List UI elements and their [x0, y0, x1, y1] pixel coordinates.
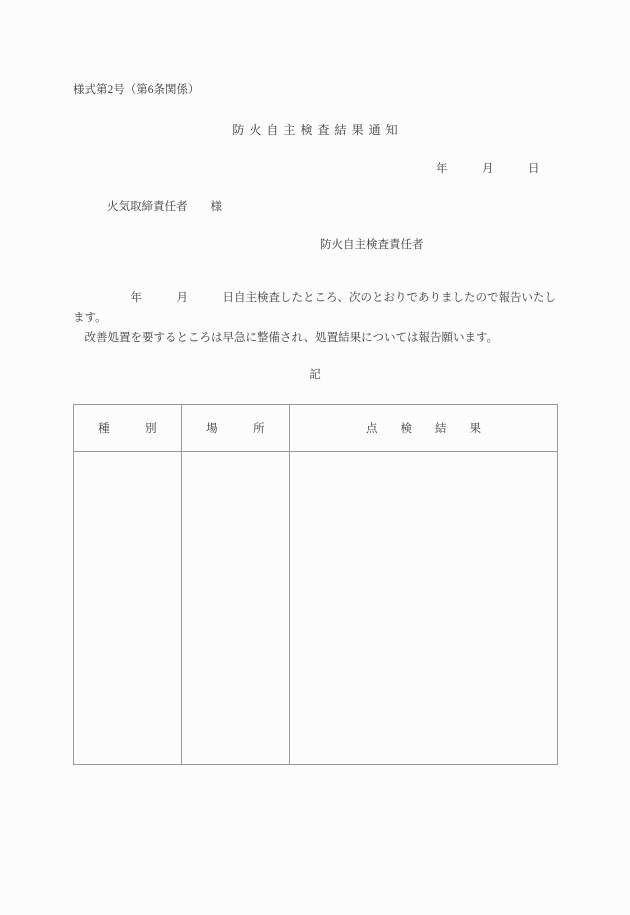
table-row [74, 452, 558, 765]
addressee-line: 火気取締責任者 様 [107, 201, 222, 213]
date-line: 年 月 日 [436, 163, 540, 175]
body-paragraph-2: 改善処置を要するところは早急に整備され、処置結果については報告願います。 [73, 331, 499, 344]
column-header-result: 点 検 結 果 [290, 405, 558, 452]
column-header-place: 場 所 [182, 405, 290, 452]
body-paragraph-1: 年 月 日自主検査したところ、次のとおりでありましたので報告いたします。 [73, 292, 556, 324]
ki-mark: 記 [309, 369, 321, 381]
signer-line: 防火自主検査責任者 [320, 239, 424, 251]
table-header-row [74, 405, 558, 452]
column-header-type: 種 別 [74, 405, 182, 452]
inspection-result-table [73, 404, 558, 765]
document-title: 防火自主検査結果通知 [232, 123, 403, 137]
cell-place[interactable] [182, 452, 290, 765]
cell-result[interactable] [290, 452, 558, 765]
cell-type[interactable] [74, 452, 182, 765]
body-text [73, 289, 557, 348]
form-number: 様式第2号（第6条関係） [73, 84, 200, 96]
